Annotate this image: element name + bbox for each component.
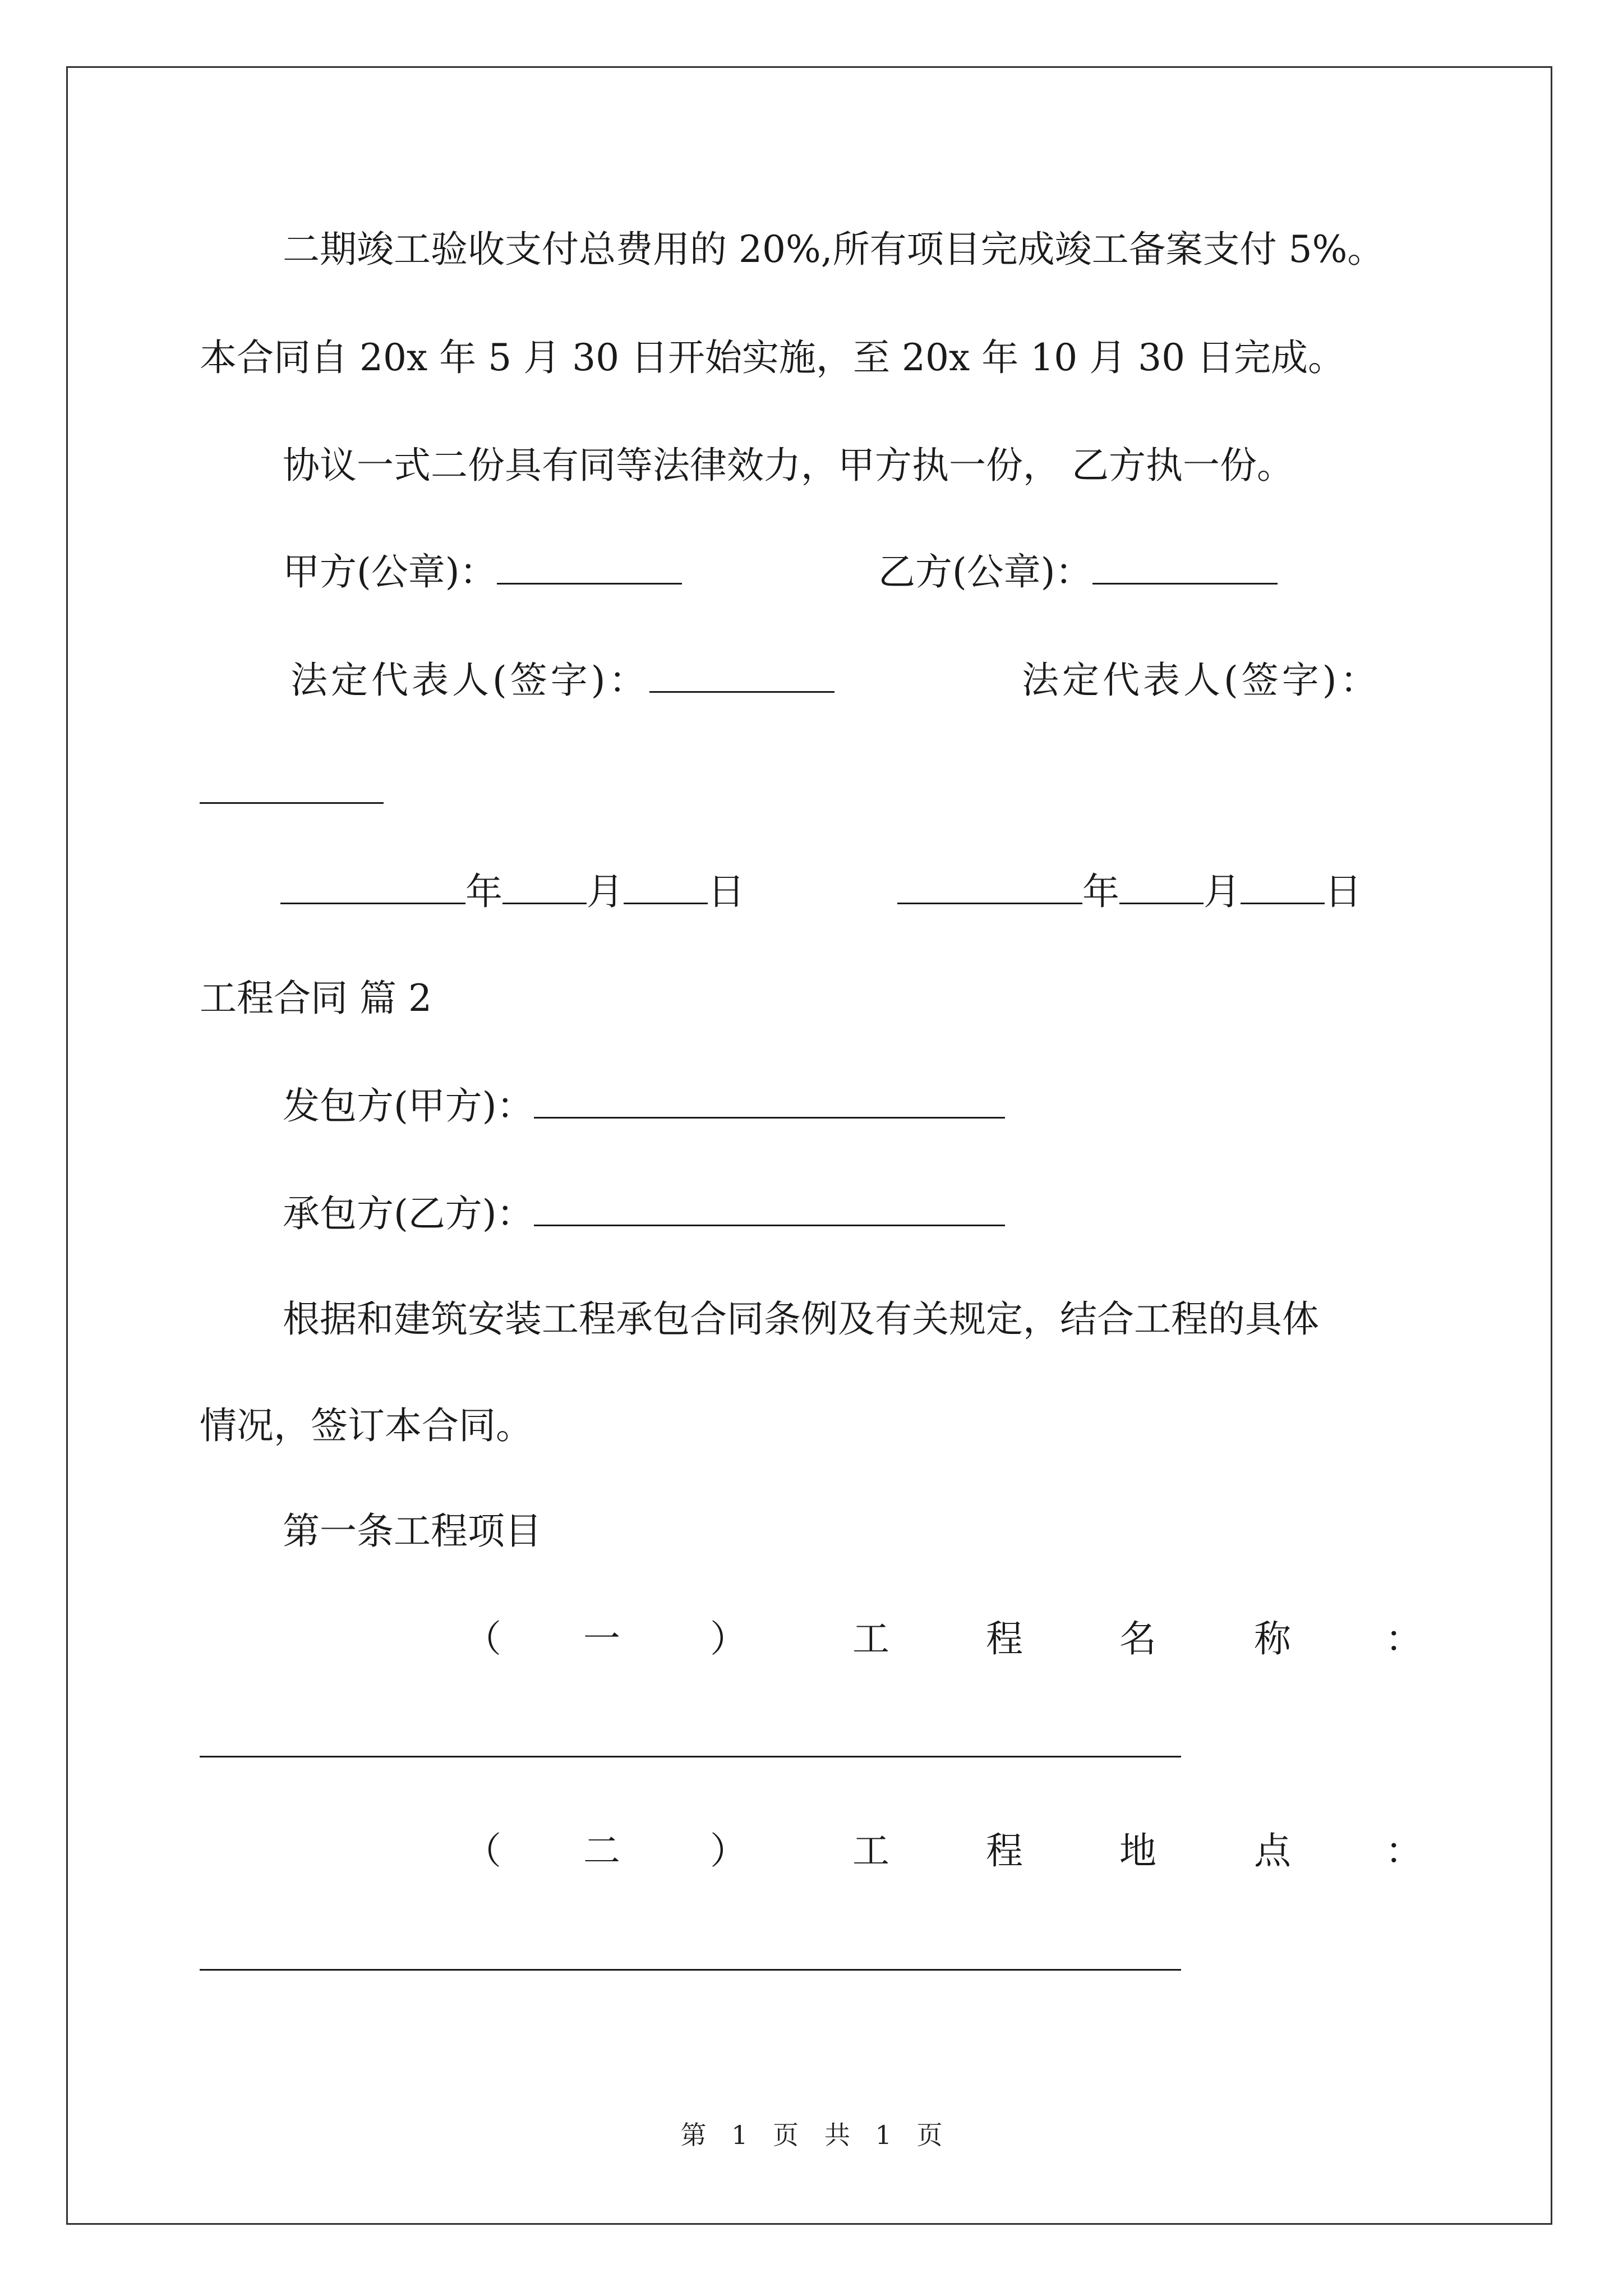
party-b-seal-blank[interactable] [1092, 550, 1278, 585]
contractor-line [283, 1191, 1005, 1236]
contractor-blank[interactable] [534, 1192, 1005, 1226]
date-line-b [897, 869, 1362, 914]
date-a-year-blank[interactable] [280, 870, 465, 904]
project-name-blank[interactable] [200, 1756, 1181, 1757]
date-b-month-label: 月 [1204, 870, 1241, 913]
item1-char: 名 [1119, 1617, 1156, 1660]
date-a-day-blank[interactable] [624, 870, 708, 904]
item1-char: ： [1385, 1617, 1422, 1660]
contractor-label: 承包方(乙方)： [283, 1192, 534, 1235]
item2-char: 二 [583, 1829, 620, 1872]
rep-b-blank[interactable] [200, 802, 384, 804]
item2-char: 点 [1254, 1829, 1291, 1872]
rep-b-label: 法定代表人(签字)： [1022, 659, 1381, 702]
page-border [66, 66, 1552, 2225]
paragraph-payment: 二期竣工验收支付总费用的 20%,所有项目完成竣工备案支付 5%。 [283, 228, 1385, 271]
item1-char: ） [710, 1617, 747, 1660]
date-b-month-blank[interactable] [1119, 870, 1204, 904]
employer-line [283, 1084, 1005, 1129]
item2-char: （ [464, 1829, 501, 1872]
rep-a-label: 法定代表人(签字)： [291, 659, 649, 702]
item1-char: 一 [583, 1617, 620, 1660]
item2-char: ） [710, 1829, 747, 1872]
party-a-seal-line [283, 550, 682, 595]
page-footer: 第 1 页 共 1 页 [680, 2120, 943, 2150]
item1-char: （ [464, 1617, 501, 1660]
item2-char: ： [1385, 1829, 1422, 1872]
section-heading: 工程合同 篇 2 [200, 977, 432, 1020]
date-b-year-blank[interactable] [897, 870, 1082, 904]
article-1-heading: 第一条工程项目 [283, 1510, 542, 1553]
date-line-a [280, 869, 745, 914]
item2-char: 工 [852, 1829, 889, 1872]
item1-char: 程 [986, 1617, 1023, 1660]
paragraph-basis-2: 情况，签订本合同。 [200, 1404, 533, 1447]
date-b-day-label: 日 [1325, 870, 1362, 913]
date-b-day-blank[interactable] [1241, 870, 1325, 904]
date-a-month-blank[interactable] [502, 870, 587, 904]
rep-b-line [1022, 658, 1381, 703]
party-b-seal-label: 乙方(公章)： [878, 550, 1092, 593]
item2-char: 程 [986, 1829, 1023, 1872]
paragraph-term: 本合同自 20x 年 5 月 30 日开始实施，至 20x 年 10 月 30 日完成。 [200, 336, 1345, 379]
item1-char: 称 [1254, 1617, 1291, 1660]
item1-char: 工 [852, 1617, 889, 1660]
date-a-year-label: 年 [465, 870, 502, 913]
employer-blank[interactable] [534, 1084, 1005, 1119]
project-location-blank[interactable] [200, 1969, 1181, 1971]
item2-char: 地 [1119, 1829, 1156, 1872]
rep-a-line [291, 658, 834, 703]
party-a-seal-blank[interactable] [497, 550, 682, 585]
party-a-seal-label: 甲方(公章)： [283, 550, 497, 593]
paragraph-copies: 协议一式二份具有同等法律效力，甲方执一份， 乙方执一份。 [283, 444, 1294, 487]
party-b-seal-line [878, 550, 1278, 595]
date-b-year-label: 年 [1082, 870, 1119, 913]
rep-a-blank[interactable] [649, 659, 834, 693]
date-a-month-label: 月 [587, 870, 624, 913]
date-a-day-label: 日 [708, 870, 745, 913]
employer-label: 发包方(甲方)： [283, 1084, 534, 1128]
paragraph-basis-1: 根据和建筑安装工程承包合同条例及有关规定，结合工程的具体 [283, 1297, 1319, 1341]
